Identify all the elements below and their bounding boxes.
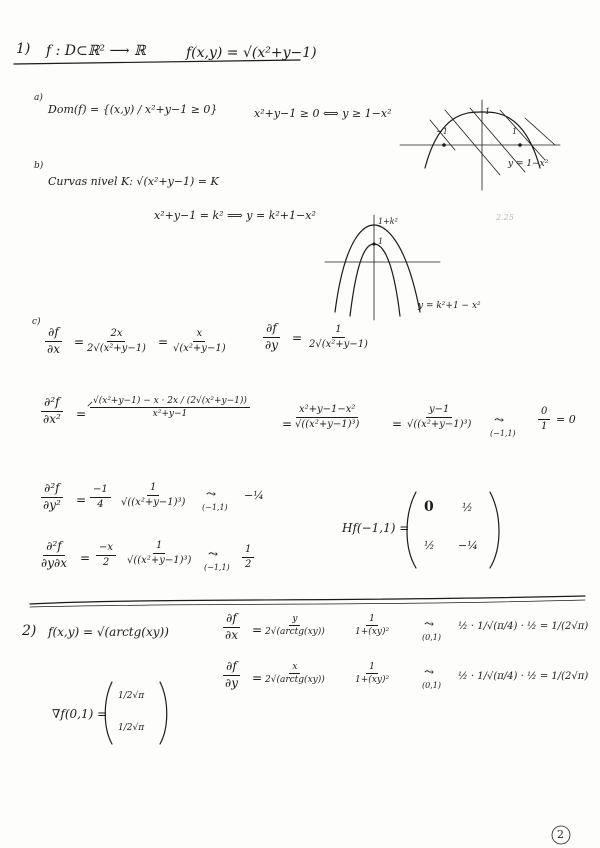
approx-arrow: ⤳ <box>208 547 219 561</box>
domain-inequality: x²+y−1 ≥ 0 ⟺ y ≥ 1−x² <box>254 107 392 120</box>
eq-sign: = <box>282 417 293 431</box>
graph-b-one: 1 <box>378 237 384 246</box>
eval-point: (−1,1) <box>202 503 228 512</box>
ex2-fx-symbol: $\frac{\partial f}{\partial x}$ <box>225 611 238 642</box>
fxx-step-2: $\frac{y-1}{\text{√((x²+y−1)³)}}$ <box>407 404 472 430</box>
eq-sign: = <box>76 407 87 421</box>
page-number: 2 <box>557 828 564 841</box>
exercise-2-function: f(x,y) = √(arctg(xy)) <box>48 625 169 639</box>
fx-step-1: $\frac{2x}{\text{2√(x²+y−1)}}$ <box>87 328 146 354</box>
fxx-symbol: $\frac{\text{∂²f}}{\text{∂x²}}$ <box>43 395 61 426</box>
fxx-result: = 0 <box>556 413 576 426</box>
hessian-h22: −¼ <box>458 539 478 552</box>
exercise-2-number: 2) <box>22 623 37 639</box>
fxy-value: $\frac{1}{2}$ <box>242 544 254 570</box>
ex2-fx-factor-b: $\frac{1}{\text{1+(xy)²}}$ <box>355 614 390 638</box>
fyy-coef: $\frac{-1}{4}$ <box>90 484 111 510</box>
fxx-quotient: $\frac{\text{√(x²+y−1) − x · 2x / (2√(x²+y−1))}}{\text{x²+y−1}}$ <box>90 396 250 420</box>
fyy-factor: $\frac{1}{\text{√((x²+y−1)³)}}$ <box>121 482 186 508</box>
gradient-component-2: 1/2√π <box>118 723 145 733</box>
graph-b-curve-label: y = k²+1 − x² <box>418 301 481 311</box>
part-a-label: a) <box>34 93 43 103</box>
fyy-result: −¼ <box>244 489 264 502</box>
ex2-fy-value: ½ · 1/√(π/4) · ½ = 1/(2√π) <box>458 671 589 682</box>
approx-arrow: ⤳ <box>424 617 435 631</box>
eq-sign: = <box>80 551 91 565</box>
graph-a-minus-one: −1 <box>436 127 448 136</box>
approx-arrow: ⤳ <box>206 487 217 501</box>
part-b-label: b) <box>34 161 44 171</box>
level-curves-definition: Curvas nivel K: √(x²+y−1) = K <box>48 175 219 188</box>
function-signature: f : D⊂ℝ² ⟶ ℝ <box>46 43 146 59</box>
gradient-component-1: 1/2√π <box>118 691 145 701</box>
approx-arrow: ⤳ <box>424 665 435 679</box>
graph-b-vertex-label: 1+k² <box>378 217 398 226</box>
fxx-value: $\frac{0}{1}$ <box>538 406 550 432</box>
fy-symbol: $\frac{\partial f}{\partial y}$ <box>265 321 278 352</box>
ex2-fy-factor-a: x 2√(arctg(xy)) <box>265 662 325 686</box>
exercise-1-number: 1) <box>16 41 31 57</box>
function-definition: f(x,y) = √(x²+y−1) <box>186 45 317 61</box>
eq-sign: = <box>76 493 87 507</box>
graph-a-one: 1 <box>485 107 491 116</box>
fxy-symbol: $\frac{\text{∂²f}}{\partial y\partial x}$ <box>41 539 67 570</box>
eval-point: (0,1) <box>422 633 441 642</box>
fyy-symbol: $\frac{\text{∂²f}}{\text{∂y²}}$ <box>43 481 61 512</box>
hessian-h21: ½ <box>424 539 435 552</box>
eq-sign: = <box>158 335 169 349</box>
gradient-label: ∇f(0,1) = <box>52 707 108 721</box>
eval-point: (−1,1) <box>490 429 516 438</box>
ex2-fx-value: ½ · 1/√(π/4) · ½ = 1/(2√π) <box>458 621 589 632</box>
part-c-label: c) <box>32 317 41 327</box>
graph-a-curve-label: y = 1−x² <box>508 159 549 169</box>
graph-domain <box>400 100 560 190</box>
eq-sign: = <box>392 417 403 431</box>
hessian-h11: 0 <box>424 499 434 515</box>
fx-symbol: $\frac{\partial f}{\partial x}$ <box>47 325 60 356</box>
level-curves-equation: x²+y−1 = k² ⟹ y = k²+1−x² <box>154 209 316 222</box>
hessian-label: Hf(−1,1) = <box>342 521 410 535</box>
approx-arrow: ⤳ <box>494 413 505 427</box>
eq-sign: = <box>292 331 303 345</box>
eq-sign: = <box>252 671 263 685</box>
eq-sign: = <box>74 335 85 349</box>
eq-sign: = <box>252 623 263 637</box>
fxy-coef: $\frac{-x}{2}$ <box>96 542 116 568</box>
ex2-fy-symbol: $\frac{\partial f}{\partial y}$ <box>225 659 238 690</box>
domain-definition: Dom(f) = {(x,y) / x²+y−1 ≥ 0} <box>48 103 218 116</box>
fxx-step-1: $\frac{\text{x²+y−1−x²}}{\text{√((x²+y−1)³)}}$ <box>295 404 360 430</box>
ex2-fx-factor-a: y 2√(arctg(xy)) <box>265 614 325 638</box>
eval-point: (0,1) <box>422 681 441 690</box>
ex2-fy-factor-b: $\frac{1}{\text{1+(xy)²}}$ <box>355 662 390 686</box>
hessian-h12: ½ <box>462 501 473 514</box>
eval-point: (−1,1) <box>204 563 230 572</box>
faint-mark: 2.25 <box>496 213 514 222</box>
fxy-factor: $\frac{1}{\text{√((x²+y−1)³)}}$ <box>127 540 192 566</box>
fy-result: $\frac{1}{\text{2√(x²+y−1)}}$ <box>309 324 368 350</box>
fx-step-2: $\frac{x}{\text{√(x²+y−1)}}$ <box>173 328 226 354</box>
graph-a-plus-one: 1 <box>512 127 518 136</box>
